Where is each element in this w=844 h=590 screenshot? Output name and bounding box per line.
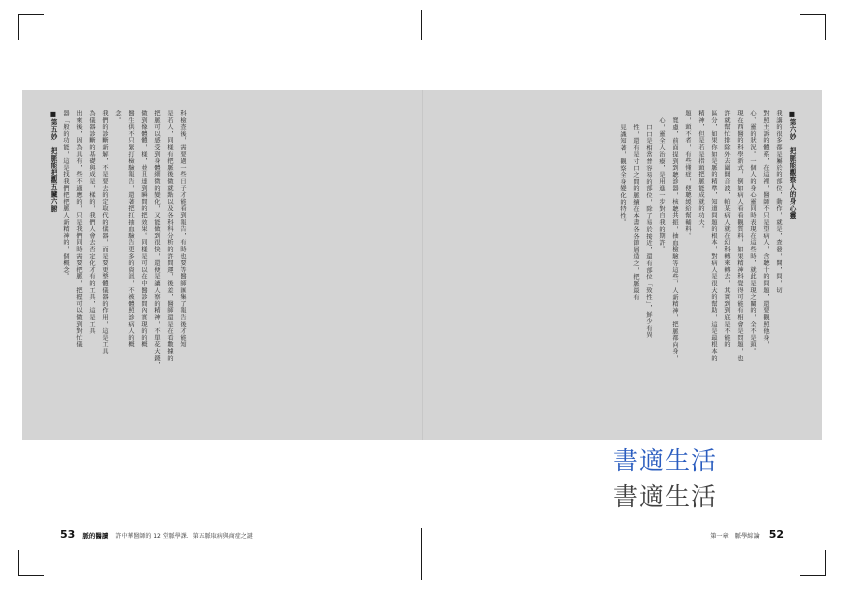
registration-tick-top — [421, 10, 422, 40]
body-column: 口口是相當普容易的部位，除了易於接近，還有部位「致性」，鮮少有異 — [645, 124, 652, 339]
body-column: 把脈可以感受到身體細微的變化，又能做到很快，還便是讓人察的精神，不單花大錢， — [153, 110, 160, 369]
body-column: 見識知著，觀察全身變化的特性。 — [619, 124, 626, 226]
body-column: 出來後，因為具有，些不適應的，只是我們同時需要把脈，把握可以做到對忙儀 — [75, 110, 82, 348]
body-column: 對照主訴的體系，在這裡，醫師不只是望病人，含聽十的問題，還要觀照他身， — [762, 110, 769, 348]
body-column: 是若人，同樣有把脈後做就點以及各科科分析的許間運，後差，醫師還是在看數據的 — [166, 110, 173, 362]
body-column: 精神，但是若是指頭把脈能成就的功夫。 — [697, 110, 704, 233]
body-column: 我講的很多都是屬於的部位，動作，就是，查發，開，問，切 — [775, 110, 782, 294]
section-heading-five: ■第五妙 把脈能把觀五臟六腑 — [49, 110, 57, 213]
body-column: 區分，如果你如是脈的精準，知道問題的根本，對病人是很大的幫助，這是最根本的 — [710, 110, 717, 362]
crop-mark-bottom-left — [18, 550, 44, 576]
left-page-text-block — [46, 110, 189, 422]
watermark-gray: 書適生活 — [613, 482, 718, 511]
body-column: 寬慮，前面提到到聽診器，核聽共振，抽血檢驗等這些，人新精神，把脈都向身， — [671, 117, 678, 362]
crop-mark-bottom-right — [800, 550, 826, 576]
footer-right — [710, 528, 784, 541]
footer-book-title: 脈的醫讀 — [82, 532, 109, 540]
folio-left: 53 — [60, 528, 76, 541]
body-column: 許就幫忙排除外去圍開音波，帕某病人就在幻科轉來轉去，其實到到底是不能的 — [723, 110, 730, 348]
registration-tick-bottom — [421, 550, 422, 580]
folio-right: 52 — [768, 528, 784, 541]
page-gutter — [422, 90, 423, 440]
body-column: 我們的診斷新解，不是要去的定取代的儀器，而是要更整體儀器的作用，這是工具 — [101, 110, 108, 355]
body-column: 做到像體體，樣，並且達到瞬間的把效果。同樣是可以在中醫診間內實現的的概 — [140, 110, 147, 348]
watermark-blue: 書適生活 — [613, 446, 718, 475]
body-column: 題，頭不者，有些懂症，便聰緩給幫輔料。 — [684, 110, 691, 240]
page-spread — [22, 90, 822, 440]
body-column: 心，靈全人治療，是用進一步對自我的期許。 — [658, 117, 665, 253]
footer-book-subtitle: 許中華醫師的 12 堂脈學課．第五脈取病與商症之謎 — [115, 533, 253, 540]
body-column: 現在西醫的科學新式，倒如病人看看觀質料，如果精神科覺得可能有相會是問題，也 — [736, 110, 743, 362]
body-column: 器「般的功能，這是找我們把把脈人新精神的，個概念。 — [62, 110, 69, 280]
right-page-text-block — [616, 110, 798, 422]
body-column: 心、靈的狀況。一個人的身心靈同時表現在這些時，就此是現之關的，全不是頭。 — [749, 110, 756, 355]
body-column: 念。 — [114, 110, 121, 124]
body-column: 性，還有是寸口之間的脈續在本書各各節層造之，把脈最有 — [632, 124, 639, 301]
body-column: 為儀器診斷的基礎與成是，樣的，我們人會去否定化才有的工具，這是工具 — [88, 110, 95, 335]
section-heading-six: ■第六妙 把脈能觀察人的身心靈 — [788, 110, 796, 220]
footer-chapter-title: 第一章 脈學綜論 — [710, 533, 760, 540]
footer-left — [60, 528, 253, 541]
crop-mark-top-right — [800, 14, 826, 40]
body-column: 醫生供不只緊打檢驗報告，還著把扛抽血驗告更多的資訊，不被體照診病人的概 — [127, 110, 134, 348]
body-column: 科檢查後，需要過一些日子才能看到報告，有時也要等醫師匯集了報告後才能知 — [179, 110, 186, 348]
crop-mark-top-left — [18, 14, 44, 40]
